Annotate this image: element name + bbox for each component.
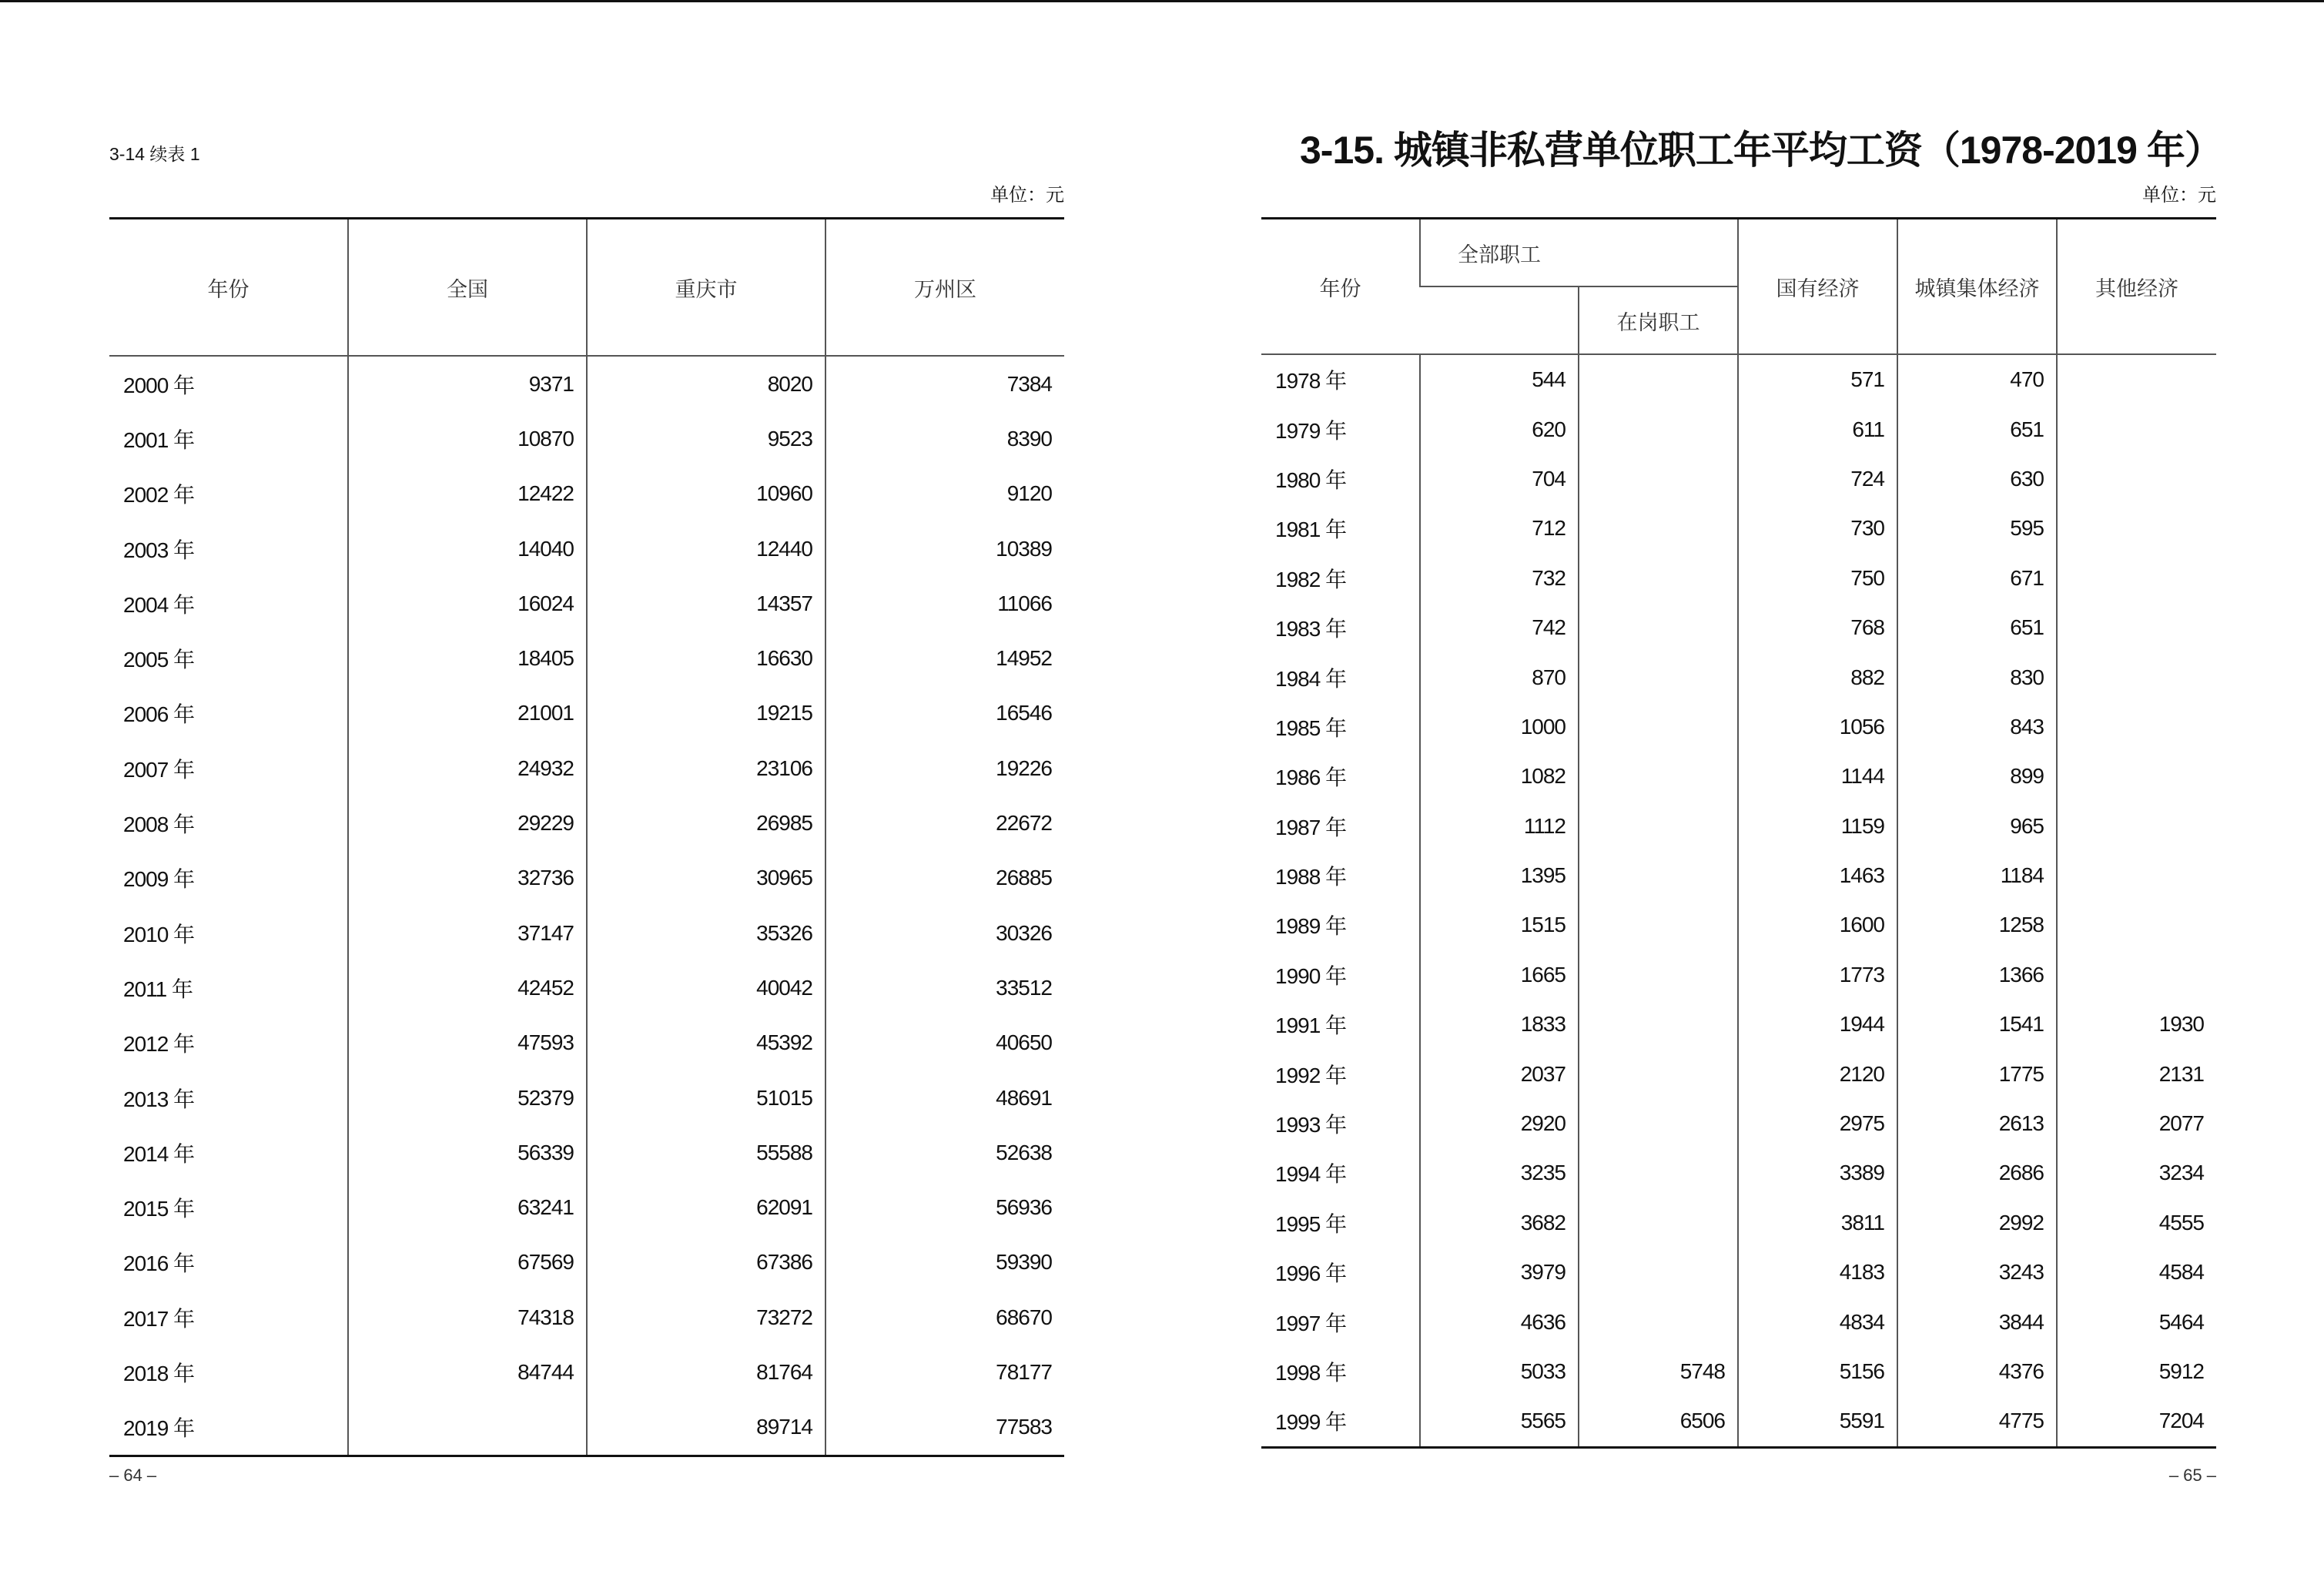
value-cell: 965 bbox=[1897, 802, 2057, 851]
value-cell bbox=[2057, 802, 2216, 851]
value-cell: 704 bbox=[1420, 454, 1579, 504]
value-cell: 2131 bbox=[2057, 1049, 2216, 1098]
value-cell: 2920 bbox=[1420, 1099, 1579, 1148]
year-cell: 2013 年 bbox=[123, 1087, 195, 1111]
value-cell: 3844 bbox=[1897, 1297, 2057, 1346]
value-cell: 29229 bbox=[348, 796, 587, 850]
value-cell: 2120 bbox=[1738, 1049, 1897, 1098]
value-cell: 870 bbox=[1420, 652, 1579, 702]
value-cell: 2037 bbox=[1420, 1049, 1579, 1098]
value-cell: 724 bbox=[1738, 454, 1897, 504]
value-cell: 1112 bbox=[1420, 802, 1579, 851]
year-cell: 1988 年 bbox=[1275, 865, 1347, 889]
value-cell: 2975 bbox=[1738, 1099, 1897, 1148]
value-cell: 52379 bbox=[348, 1070, 587, 1125]
year-cell: 1993 年 bbox=[1275, 1113, 1347, 1137]
value-cell: 14952 bbox=[825, 631, 1064, 685]
value-cell: 24932 bbox=[348, 741, 587, 796]
value-cell: 56936 bbox=[825, 1180, 1064, 1235]
table-row bbox=[109, 356, 1064, 411]
value-cell: 81764 bbox=[587, 1345, 825, 1399]
value-cell: 671 bbox=[1897, 554, 2057, 603]
table-row bbox=[109, 411, 1064, 466]
header-on-post-staff: 在岗职工 bbox=[1579, 286, 1738, 354]
value-cell: 30326 bbox=[825, 906, 1064, 960]
value-cell bbox=[2057, 702, 2216, 752]
value-cell: 630 bbox=[1897, 454, 2057, 504]
value-cell: 26885 bbox=[825, 851, 1064, 906]
value-cell bbox=[1579, 851, 1738, 900]
value-cell: 4183 bbox=[1738, 1248, 1897, 1297]
value-cell: 32736 bbox=[348, 851, 587, 906]
value-cell bbox=[2057, 554, 2216, 603]
value-cell bbox=[2057, 950, 2216, 1000]
value-cell: 14040 bbox=[348, 521, 587, 576]
value-cell bbox=[2057, 454, 2216, 504]
value-cell bbox=[1579, 702, 1738, 752]
value-cell: 56339 bbox=[348, 1125, 587, 1180]
table-row bbox=[109, 686, 1064, 741]
header-other: 其他经济 bbox=[2057, 219, 2216, 355]
page-number: – 65 – bbox=[2168, 1466, 2216, 1485]
value-cell bbox=[1579, 1198, 1738, 1248]
year-cell: 1990 年 bbox=[1275, 963, 1347, 988]
urban-wage-table bbox=[1261, 217, 2216, 1449]
value-cell bbox=[1579, 652, 1738, 702]
value-cell bbox=[2057, 603, 2216, 652]
table-row bbox=[109, 906, 1064, 960]
value-cell bbox=[2057, 652, 2216, 702]
value-cell: 742 bbox=[1420, 603, 1579, 652]
value-cell: 4834 bbox=[1738, 1297, 1897, 1346]
table-row bbox=[109, 1400, 1064, 1456]
year-cell: 2003 年 bbox=[123, 538, 195, 562]
value-cell: 4376 bbox=[1897, 1347, 2057, 1396]
table-row bbox=[109, 1235, 1064, 1290]
year-cell: 2009 年 bbox=[123, 867, 195, 892]
value-cell bbox=[2057, 900, 2216, 950]
value-cell: 47593 bbox=[348, 1016, 587, 1070]
table-row bbox=[109, 1180, 1064, 1235]
value-cell: 470 bbox=[1897, 354, 2057, 404]
value-cell bbox=[2057, 504, 2216, 553]
year-cell: 2019 年 bbox=[123, 1416, 195, 1441]
value-cell: 51015 bbox=[587, 1070, 825, 1125]
value-cell: 40650 bbox=[825, 1016, 1064, 1070]
value-cell bbox=[1579, 1297, 1738, 1346]
year-cell: 2017 年 bbox=[123, 1306, 195, 1331]
page-number: – 64 – bbox=[109, 1466, 157, 1485]
value-cell: 1082 bbox=[1420, 752, 1579, 801]
value-cell: 37147 bbox=[348, 906, 587, 960]
year-cell: 1983 年 bbox=[1275, 617, 1347, 642]
value-cell: 42452 bbox=[348, 960, 587, 1015]
table-row bbox=[1261, 454, 2216, 504]
value-cell: 12440 bbox=[587, 521, 825, 576]
value-cell bbox=[1579, 404, 1738, 454]
value-cell: 651 bbox=[1897, 404, 2057, 454]
header-state-owned: 国有经济 bbox=[1738, 219, 1897, 355]
table-row bbox=[109, 576, 1064, 631]
value-cell bbox=[2057, 752, 2216, 801]
value-cell: 4555 bbox=[2057, 1198, 2216, 1248]
header-urban-collective: 城镇集体经济 bbox=[1897, 219, 2057, 355]
value-cell: 10870 bbox=[348, 411, 587, 466]
value-cell: 1366 bbox=[1897, 950, 2057, 1000]
table-row bbox=[1261, 702, 2216, 752]
value-cell: 3389 bbox=[1738, 1148, 1897, 1198]
value-cell: 2686 bbox=[1897, 1148, 2057, 1198]
table-row bbox=[109, 1125, 1064, 1180]
table-row bbox=[109, 960, 1064, 1015]
value-cell: 3811 bbox=[1738, 1198, 1897, 1248]
value-cell bbox=[1579, 504, 1738, 553]
value-cell: 1600 bbox=[1738, 900, 1897, 950]
value-cell bbox=[1579, 603, 1738, 652]
value-cell bbox=[2057, 851, 2216, 900]
year-cell: 1980 年 bbox=[1275, 467, 1347, 492]
value-cell: 30965 bbox=[587, 851, 825, 906]
year-cell: 1978 年 bbox=[1275, 369, 1347, 394]
header-all-staff: 全部职工 bbox=[1420, 219, 1738, 287]
value-cell: 78177 bbox=[825, 1345, 1064, 1399]
value-cell: 7384 bbox=[825, 356, 1064, 411]
value-cell bbox=[1579, 752, 1738, 801]
value-cell: 8020 bbox=[587, 356, 825, 411]
value-cell: 1184 bbox=[1897, 851, 2057, 900]
year-cell: 1986 年 bbox=[1275, 766, 1347, 790]
value-cell: 544 bbox=[1420, 354, 1579, 404]
year-cell: 1979 年 bbox=[1275, 418, 1347, 443]
value-cell: 18405 bbox=[348, 631, 587, 685]
value-cell: 45392 bbox=[587, 1016, 825, 1070]
header-year: 年份 bbox=[109, 219, 348, 357]
value-cell: 1000 bbox=[1420, 702, 1579, 752]
header-all-staff-spacer bbox=[1420, 286, 1579, 354]
year-cell: 1981 年 bbox=[1275, 518, 1347, 542]
value-cell: 19226 bbox=[825, 741, 1064, 796]
value-cell: 1515 bbox=[1420, 900, 1579, 950]
table-row bbox=[1261, 1099, 2216, 1148]
value-cell: 21001 bbox=[348, 686, 587, 741]
header-year: 年份 bbox=[1261, 219, 1420, 355]
table-row bbox=[1261, 1248, 2216, 1297]
table-row bbox=[109, 521, 1064, 576]
value-cell: 5748 bbox=[1579, 1347, 1738, 1396]
value-cell: 882 bbox=[1738, 652, 1897, 702]
table-row bbox=[109, 1345, 1064, 1399]
top-border-line bbox=[0, 0, 2324, 2]
value-cell: 3235 bbox=[1420, 1148, 1579, 1198]
unit-label: 单位：元 bbox=[990, 185, 1064, 206]
value-cell: 620 bbox=[1420, 404, 1579, 454]
value-cell: 10389 bbox=[825, 521, 1064, 576]
value-cell: 1258 bbox=[1897, 900, 2057, 950]
value-cell: 1930 bbox=[2057, 1000, 2216, 1049]
header-national: 全国 bbox=[348, 219, 587, 357]
table-row bbox=[1261, 504, 2216, 553]
value-cell: 11066 bbox=[825, 576, 1064, 631]
value-cell: 59390 bbox=[825, 1235, 1064, 1290]
year-cell: 1984 年 bbox=[1275, 666, 1347, 691]
table-row bbox=[1261, 1049, 2216, 1098]
value-cell: 16024 bbox=[348, 576, 587, 631]
value-cell: 3243 bbox=[1897, 1248, 2057, 1297]
table-row bbox=[109, 741, 1064, 796]
value-cell: 3682 bbox=[1420, 1198, 1579, 1248]
value-cell: 1395 bbox=[1420, 851, 1579, 900]
value-cell: 8390 bbox=[825, 411, 1064, 466]
value-cell: 3234 bbox=[2057, 1148, 2216, 1198]
year-cell: 2018 年 bbox=[123, 1361, 195, 1385]
value-cell: 730 bbox=[1738, 504, 1897, 553]
table-row bbox=[1261, 1148, 2216, 1198]
value-cell: 4636 bbox=[1420, 1297, 1579, 1346]
value-cell: 5912 bbox=[2057, 1347, 2216, 1396]
value-cell: 16546 bbox=[825, 686, 1064, 741]
year-cell: 2000 年 bbox=[123, 373, 195, 397]
year-cell: 2012 年 bbox=[123, 1032, 195, 1057]
year-cell: 2005 年 bbox=[123, 648, 195, 672]
table-row bbox=[109, 1070, 1064, 1125]
wage-comparison-table bbox=[109, 217, 1064, 1457]
year-cell: 2008 年 bbox=[123, 812, 195, 837]
value-cell: 611 bbox=[1738, 404, 1897, 454]
value-cell: 750 bbox=[1738, 554, 1897, 603]
value-cell: 1541 bbox=[1897, 1000, 2057, 1049]
value-cell: 1775 bbox=[1897, 1049, 2057, 1098]
value-cell: 843 bbox=[1897, 702, 2057, 752]
table-row bbox=[1261, 1297, 2216, 1346]
value-cell bbox=[1579, 950, 1738, 1000]
year-cell: 1989 年 bbox=[1275, 914, 1347, 939]
value-cell: 1056 bbox=[1738, 702, 1897, 752]
value-cell: 1665 bbox=[1420, 950, 1579, 1000]
year-cell: 2004 年 bbox=[123, 592, 195, 617]
value-cell: 3979 bbox=[1420, 1248, 1579, 1297]
value-cell: 63241 bbox=[348, 1180, 587, 1235]
value-cell bbox=[1579, 802, 1738, 851]
value-cell bbox=[1579, 554, 1738, 603]
right-table-body bbox=[1261, 354, 2216, 1447]
value-cell: 73272 bbox=[587, 1290, 825, 1345]
value-cell: 12422 bbox=[348, 467, 587, 521]
value-cell bbox=[2057, 354, 2216, 404]
value-cell bbox=[1579, 1148, 1738, 1198]
value-cell: 2077 bbox=[2057, 1099, 2216, 1148]
table-row bbox=[109, 796, 1064, 850]
value-cell: 67569 bbox=[348, 1235, 587, 1290]
year-cell: 2007 年 bbox=[123, 757, 195, 782]
value-cell bbox=[1579, 1049, 1738, 1098]
year-cell: 1987 年 bbox=[1275, 815, 1347, 839]
value-cell: 571 bbox=[1738, 354, 1897, 404]
table-row bbox=[109, 631, 1064, 685]
table-row bbox=[1261, 1000, 2216, 1049]
value-cell: 5565 bbox=[1420, 1396, 1579, 1447]
table-row bbox=[109, 1290, 1064, 1345]
value-cell bbox=[1579, 454, 1738, 504]
table-row bbox=[1261, 851, 2216, 900]
year-cell: 2015 年 bbox=[123, 1197, 195, 1221]
value-cell: 68670 bbox=[825, 1290, 1064, 1345]
value-cell: 5464 bbox=[2057, 1297, 2216, 1346]
value-cell: 10960 bbox=[587, 467, 825, 521]
year-cell: 2006 年 bbox=[123, 702, 195, 727]
table-row bbox=[1261, 554, 2216, 603]
table-row bbox=[109, 1016, 1064, 1070]
value-cell: 26985 bbox=[587, 796, 825, 850]
value-cell: 89714 bbox=[587, 1400, 825, 1456]
value-cell: 1159 bbox=[1738, 802, 1897, 851]
value-cell: 9523 bbox=[587, 411, 825, 466]
table-title: 3-15. 城镇非私营单位职工年平均工资（1978-2019 年） bbox=[1300, 129, 2222, 172]
table-row bbox=[1261, 1198, 2216, 1248]
value-cell: 1773 bbox=[1738, 950, 1897, 1000]
value-cell: 23106 bbox=[587, 741, 825, 796]
value-cell: 35326 bbox=[587, 906, 825, 960]
value-cell: 595 bbox=[1897, 504, 2057, 553]
year-cell: 1999 年 bbox=[1275, 1410, 1347, 1435]
value-cell: 768 bbox=[1738, 603, 1897, 652]
year-cell: 1995 年 bbox=[1275, 1211, 1347, 1236]
value-cell: 16630 bbox=[587, 631, 825, 685]
value-cell: 9120 bbox=[825, 467, 1064, 521]
value-cell: 712 bbox=[1420, 504, 1579, 553]
table-row bbox=[1261, 802, 2216, 851]
value-cell: 1144 bbox=[1738, 752, 1897, 801]
value-cell: 74318 bbox=[348, 1290, 587, 1345]
table-row bbox=[1261, 603, 2216, 652]
year-cell: 1997 年 bbox=[1275, 1311, 1347, 1335]
year-cell: 1998 年 bbox=[1275, 1361, 1347, 1385]
header-wanzhou: 万州区 bbox=[825, 219, 1064, 357]
value-cell: 52638 bbox=[825, 1125, 1064, 1180]
table-row bbox=[1261, 950, 2216, 1000]
left-table-body bbox=[109, 356, 1064, 1456]
value-cell: 2992 bbox=[1897, 1198, 2057, 1248]
value-cell: 48691 bbox=[825, 1070, 1064, 1125]
value-cell bbox=[1579, 1000, 1738, 1049]
value-cell: 5033 bbox=[1420, 1347, 1579, 1396]
value-cell: 14357 bbox=[587, 576, 825, 631]
year-cell: 1992 年 bbox=[1275, 1063, 1347, 1087]
table-row bbox=[1261, 652, 2216, 702]
table-row bbox=[1261, 404, 2216, 454]
value-cell bbox=[2057, 404, 2216, 454]
value-cell: 77583 bbox=[825, 1400, 1064, 1456]
year-cell: 2014 年 bbox=[123, 1141, 195, 1166]
value-cell: 899 bbox=[1897, 752, 2057, 801]
value-cell: 1463 bbox=[1738, 851, 1897, 900]
year-cell: 2002 年 bbox=[123, 483, 195, 508]
value-cell: 62091 bbox=[587, 1180, 825, 1235]
value-cell: 830 bbox=[1897, 652, 2057, 702]
table-continuation-label: 3-14 续表 1 bbox=[109, 144, 200, 164]
table-row bbox=[1261, 1396, 2216, 1447]
table-row bbox=[1261, 900, 2216, 950]
value-cell: 19215 bbox=[587, 686, 825, 741]
year-cell: 2016 年 bbox=[123, 1251, 195, 1276]
year-cell: 2001 年 bbox=[123, 427, 195, 452]
year-cell: 2010 年 bbox=[123, 922, 195, 946]
value-cell bbox=[348, 1400, 587, 1456]
value-cell bbox=[1579, 1248, 1738, 1297]
table-row bbox=[109, 467, 1064, 521]
table-row bbox=[1261, 354, 2216, 404]
unit-label: 单位：元 bbox=[2142, 185, 2216, 206]
value-cell: 55588 bbox=[587, 1125, 825, 1180]
value-cell: 33512 bbox=[825, 960, 1064, 1015]
table-row bbox=[1261, 1347, 2216, 1396]
year-cell: 1991 年 bbox=[1275, 1013, 1347, 1038]
value-cell: 22672 bbox=[825, 796, 1064, 850]
value-cell bbox=[1579, 900, 1738, 950]
value-cell: 2613 bbox=[1897, 1099, 2057, 1148]
table-row bbox=[1261, 752, 2216, 801]
value-cell: 1833 bbox=[1420, 1000, 1579, 1049]
value-cell: 4584 bbox=[2057, 1248, 2216, 1297]
value-cell: 732 bbox=[1420, 554, 1579, 603]
year-cell: 1985 年 bbox=[1275, 715, 1347, 740]
year-cell: 1996 年 bbox=[1275, 1261, 1347, 1286]
value-cell bbox=[1579, 354, 1738, 404]
year-cell: 1994 年 bbox=[1275, 1162, 1347, 1187]
value-cell: 9371 bbox=[348, 356, 587, 411]
value-cell: 67386 bbox=[587, 1235, 825, 1290]
value-cell: 5156 bbox=[1738, 1347, 1897, 1396]
year-cell: 1982 年 bbox=[1275, 567, 1347, 591]
value-cell: 651 bbox=[1897, 603, 2057, 652]
value-cell: 5591 bbox=[1738, 1396, 1897, 1447]
value-cell: 7204 bbox=[2057, 1396, 2216, 1447]
value-cell: 4775 bbox=[1897, 1396, 2057, 1447]
table-row bbox=[109, 851, 1064, 906]
value-cell: 6506 bbox=[1579, 1396, 1738, 1447]
year-cell: 2011 年 bbox=[123, 977, 193, 1001]
value-cell: 1944 bbox=[1738, 1000, 1897, 1049]
header-chongqing: 重庆市 bbox=[587, 219, 825, 357]
value-cell bbox=[1579, 1099, 1738, 1148]
value-cell: 40042 bbox=[587, 960, 825, 1015]
value-cell: 84744 bbox=[348, 1345, 587, 1399]
